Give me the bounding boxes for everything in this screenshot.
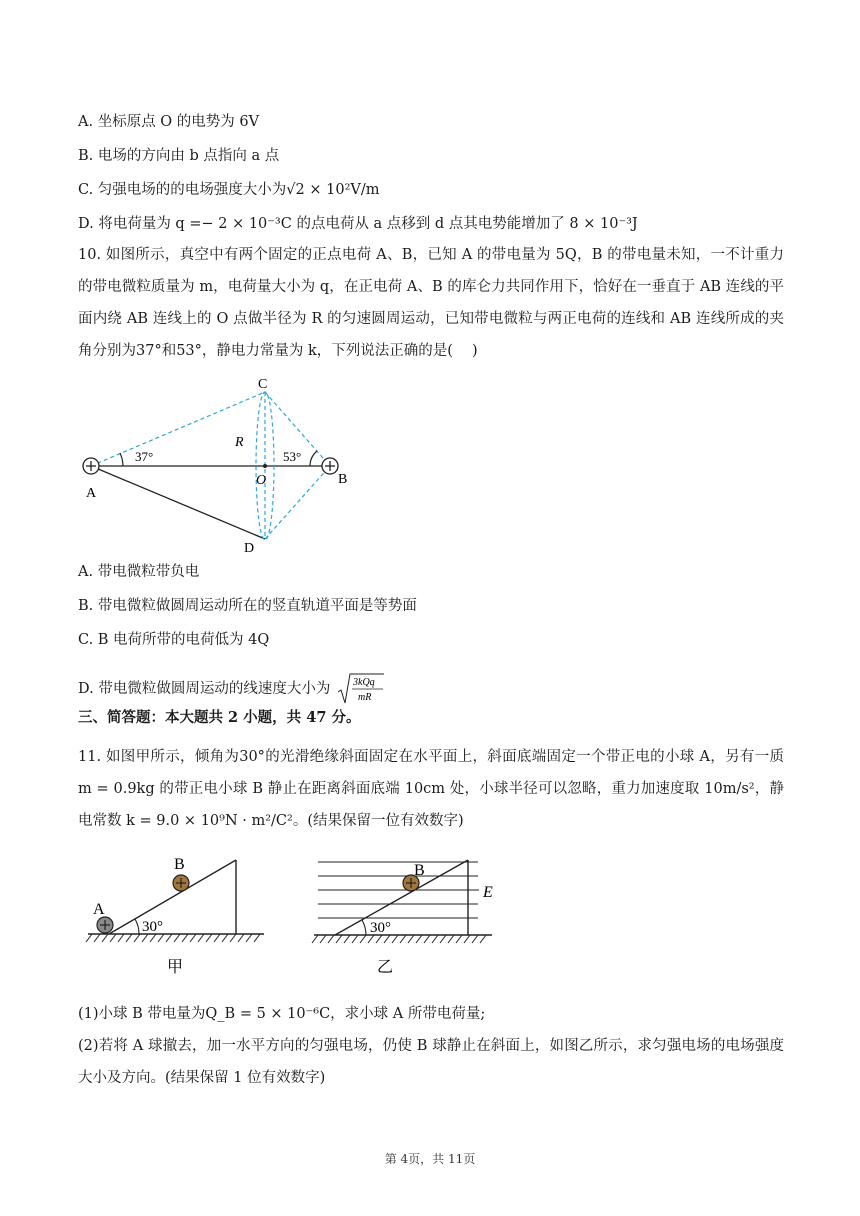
ball-b [173, 875, 189, 891]
q10-option-a: A. 带电微粒带负电 [78, 564, 200, 580]
q10-option-d-text: D. 带电微粒做圆周运动的线速度大小为 [78, 681, 331, 697]
label-d: D [244, 541, 255, 556]
label-b: B [174, 856, 185, 873]
q10-stem: 10. 如图所示，真空中有两个固定的正点电荷 A、B，已知 A 的带电量为 5Q，B 的带电量未知，一不计重力的带电微粒质量为 m，电荷量大小为 q，在正电荷 A、B 的库仑力共同作用下，恰好在一垂直于 AB 连线的平面内绕 AB 连线上的 O 点做半径为 R 的匀速圆周运动，已知带电微粒与两正电荷的连线和 AB 连线所成的夹角分别为37°和53°，静电力常量为 k，下列说法正确的是( ) [78, 247, 784, 359]
q11-stem: 11. 如图甲所示，倾角为30°的光滑绝缘斜面固定在水平面上，斜面底端固定一个带正电的小球 A，另有一质 m = 0.9kg 的带正电小球 B 静止在距离斜面底端 10cm 处，小球半径可以忽略，重力加速度取 10m/s²，静电常数 k = 9.0 × 10⁹N · m²/C²。(结果保留一位有效数字) [78, 749, 784, 829]
label-c: C [258, 377, 268, 392]
label-b: B [338, 472, 348, 487]
q10-figure [78, 372, 368, 557]
label-r: R [235, 435, 244, 450]
label-b: B [414, 862, 425, 879]
angle-37: 37° [135, 449, 154, 464]
label-o: O [256, 473, 267, 488]
q9-option-a: A. 坐标原点 O 的电势为 6V [78, 114, 260, 130]
page-footer: 第 4页，共 11页 [384, 1152, 476, 1166]
angle-30-left: 30° [142, 919, 163, 935]
q10-option-b: B. 带电微粒做圆周运动所在的竖直轨道平面是等势面 [78, 598, 417, 614]
sqrt-numerator: 3kQq [352, 677, 375, 688]
q11-part2: (2)若将 A 球撤去，加一水平方向的匀强电场，仍使 B 球静止在斜面上，如图乙所示，求匀强电场的电场强度大小及方向。(结果保留 1 位有效数字) [78, 1038, 784, 1086]
label-e: E [483, 884, 493, 901]
charge-b [322, 458, 338, 474]
q11-part1: (1)小球 B 带电量为Q_B = 5 × 10⁻⁶C，求小球 A 所带电荷量; [78, 1006, 486, 1022]
sqrt-denominator: mR [357, 692, 372, 703]
q9-option-c: C. 匀强电场的的电场强度大小为√2 × 10²V/m [78, 182, 380, 198]
q11-figure-left [84, 852, 274, 977]
caption-jia: 甲 [167, 959, 184, 976]
label-a: A [93, 901, 105, 918]
section-heading: 三、简答题：本大题共 2 小题，共 47 分。 [78, 709, 361, 726]
sqrt-expression [337, 672, 385, 706]
caption-yi: 乙 [377, 959, 394, 976]
q10-option-c: C. B 电荷所带的电荷低为 4Q [78, 632, 270, 648]
q9-option-b: B. 电场的方向由 b 点指向 a 点 [78, 148, 280, 164]
q11-figure-right [310, 852, 500, 977]
q9-option-d: D. 将电荷量为 q =− 2 × 10⁻³C 的点电荷从 a 点移到 d 点其电势能增加了 8 × 10⁻³J [78, 216, 638, 232]
charge-a [83, 458, 99, 474]
angle-30-right: 30° [370, 920, 391, 936]
angle-53: 53° [283, 449, 302, 464]
label-a: A [86, 486, 97, 501]
q10-option-d [78, 672, 385, 706]
ball-a [97, 917, 113, 933]
